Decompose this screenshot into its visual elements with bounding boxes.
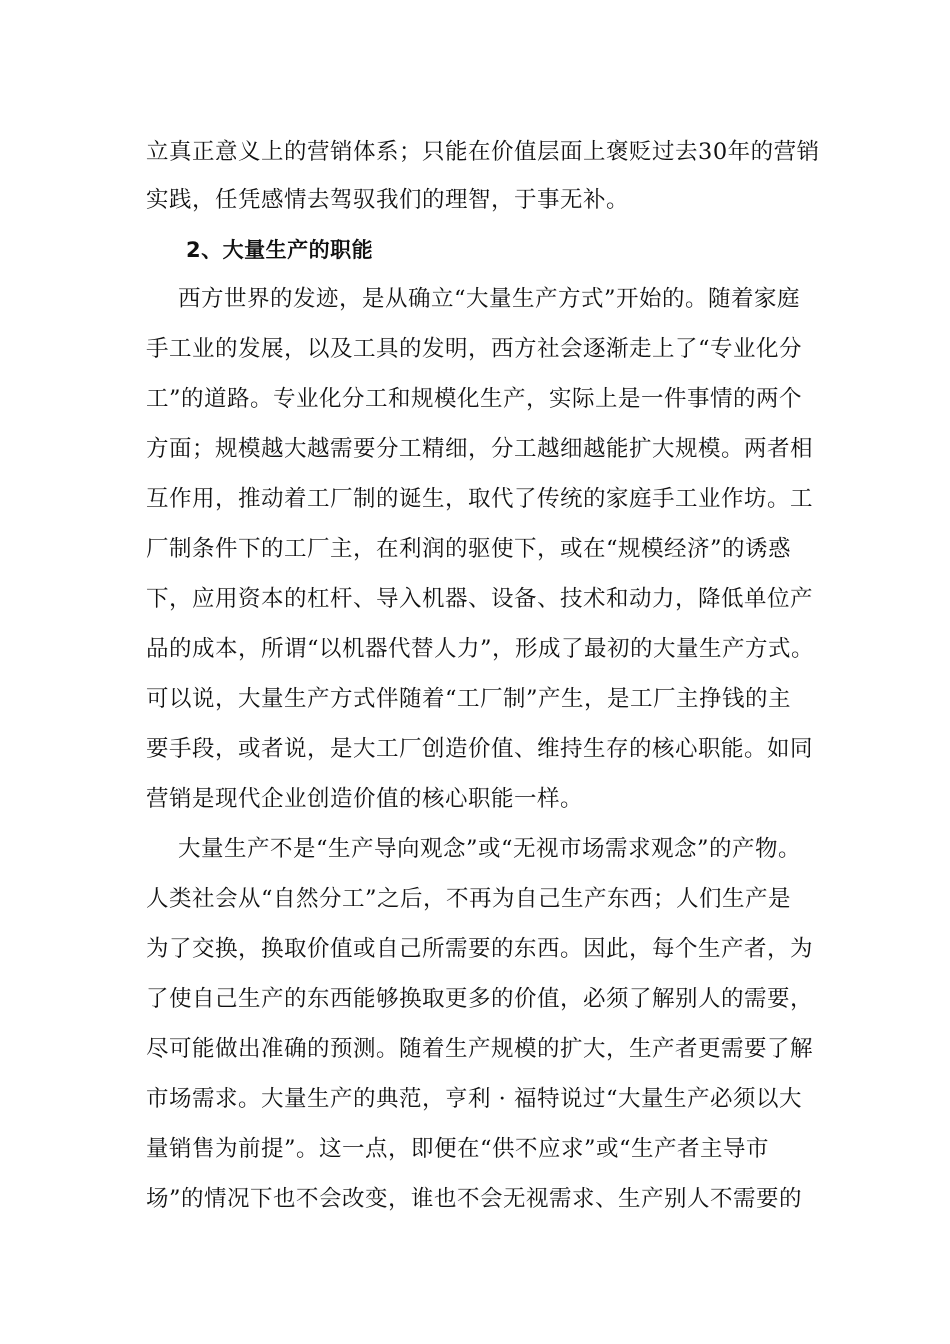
paragraph-1-line: 厂制条件下的工厂主，在利润的驱使下，或在“规模经济”的诱惑 xyxy=(146,536,792,562)
intro-line-2: 实践，任凭感情去驾驭我们的理智，于事无补。 xyxy=(146,187,630,213)
paragraph-2-line: 尽可能做出准确的预测。随着生产规模的扩大，生产者更需要了解 xyxy=(146,1036,814,1062)
paragraph-1-line: 要手段，或者说，是大工厂创造价值、维持生存的核心职能。如同 xyxy=(146,736,814,762)
paragraph-1-line: 西方世界的发迹，是从确立“大量生产方式”开始的。随着家庭 xyxy=(178,286,801,312)
paragraph-2-line: 了使自己生产的东西能够换取更多的价值，必须了解别人的需要， xyxy=(146,986,814,1012)
paragraph-2-line: 量销售为前提”。这一点，即便在“供不应求”或“生产者主导市 xyxy=(146,1136,770,1162)
paragraph-1-line: 下，应用资本的杠杆、导入机器、设备、技术和动力，降低单位产 xyxy=(146,586,814,612)
intro-line-1: 立真正意义上的营销体系；只能在价值层面上褒贬过去30年的营销 xyxy=(146,139,820,165)
paragraph-1-line: 可以说，大量生产方式伴随着“工厂制”产生，是工厂主挣钱的主 xyxy=(146,686,792,712)
paragraph-1-line: 方面；规模越大越需要分工精细，分工越细越能扩大规模。两者相 xyxy=(146,436,814,462)
section-heading: 2、大量生产的职能 xyxy=(186,238,374,262)
paragraph-2-line: 场”的情况下也不会改变，谁也不会无视需求、生产别人不需要的 xyxy=(146,1186,803,1212)
paragraph-1-line: 营销是现代企业创造价值的核心职能一样。 xyxy=(146,786,584,812)
paragraph-2-line: 大量生产不是“生产导向观念”或“无视市场需求观念”的产物。 xyxy=(178,836,802,862)
paragraph-2-line: 市场需求。大量生产的典范，亨利 · 福特说过“大量生产必须以大 xyxy=(146,1086,802,1112)
paragraph-1-line: 互作用，推动着工厂制的诞生，取代了传统的家庭手工业作坊。工 xyxy=(146,486,814,512)
paragraph-1-line: 手工业的发展，以及工具的发明，西方社会逐渐走上了“专业化分 xyxy=(146,336,803,362)
paragraph-2-line: 人类社会从“自然分工”之后，不再为自己生产东西；人们生产是 xyxy=(146,886,792,912)
paragraph-1-line: 工”的道路。专业化分工和规模化生产，实际上是一件事情的两个 xyxy=(146,386,803,412)
paragraph-1-line: 品的成本，所谓“以机器代替人力”，形成了最初的大量生产方式。 xyxy=(146,636,815,662)
paragraph-2-line: 为了交换，换取价值或自己所需要的东西。因此，每个生产者，为 xyxy=(146,936,814,962)
